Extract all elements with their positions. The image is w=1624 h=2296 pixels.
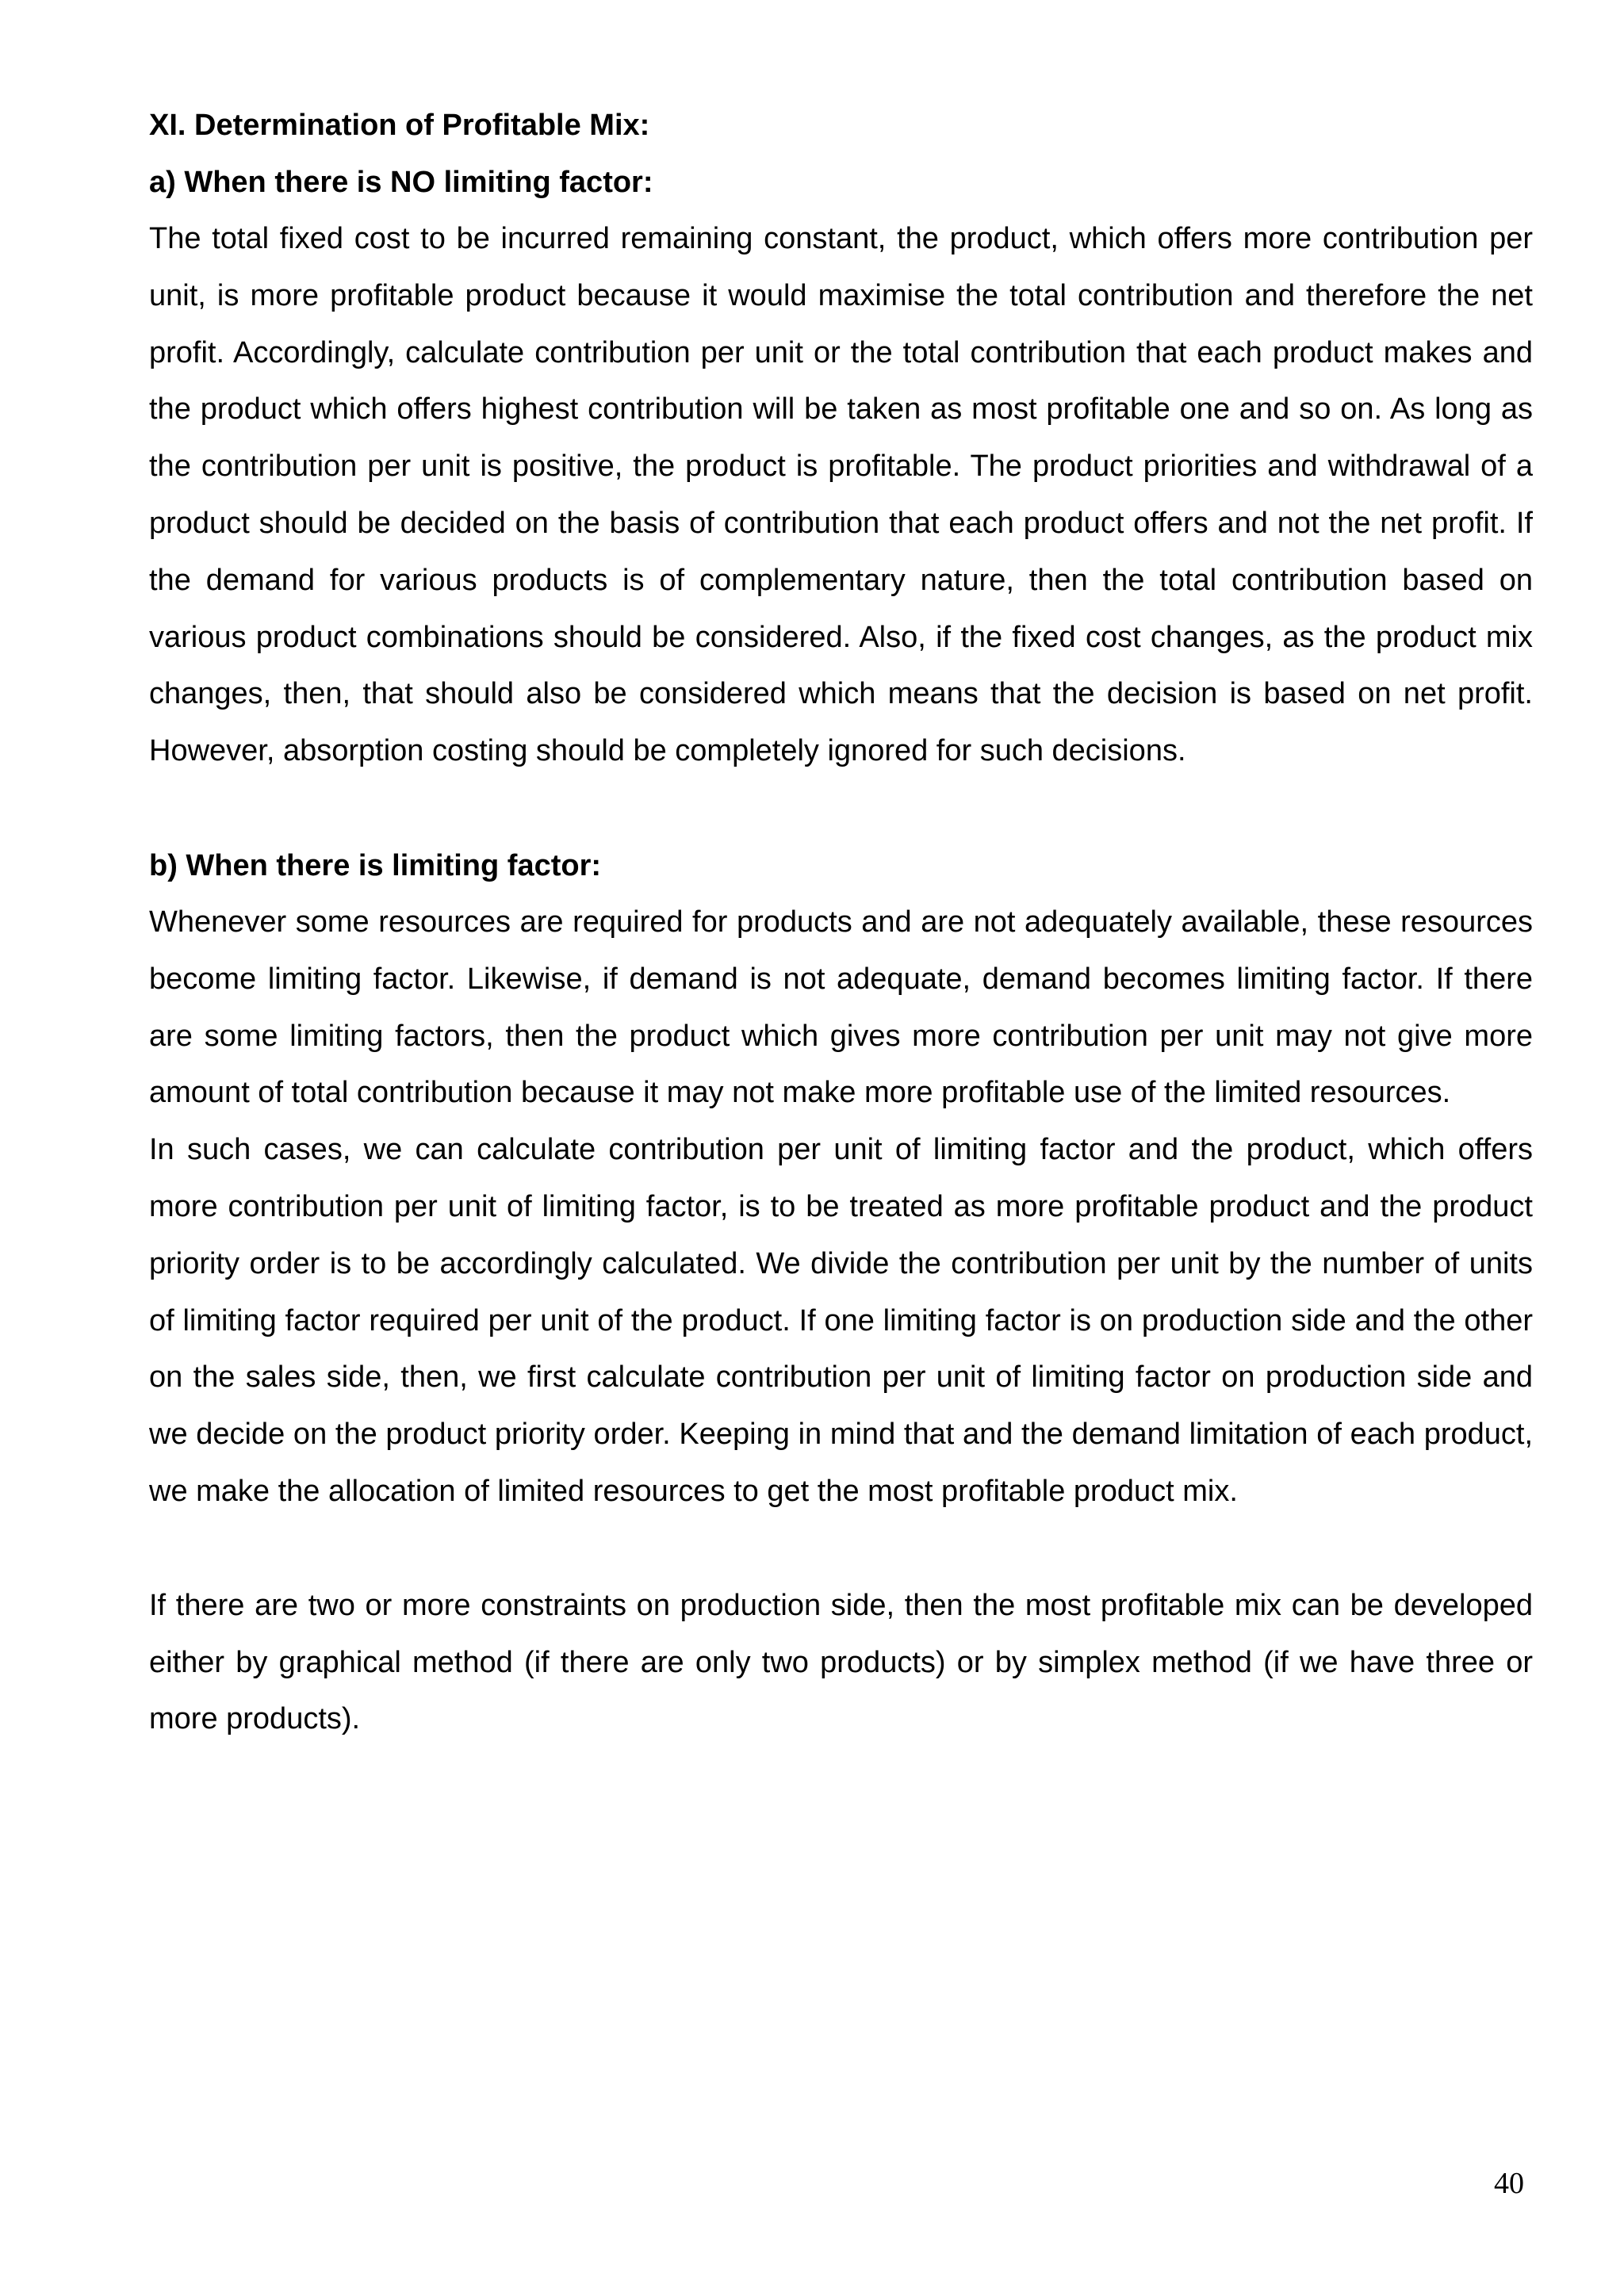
paragraph-spacer [149,1521,1533,1578]
subsection-b-paragraph-2: In such cases, we can calculate contribution per unit of limiting factor and the product, which offers more contribution per unit of limiting factor, is to be treated as more profitable product and the product priority order is to be accordingly calculated. We divide the contribution per unit by the number of units of limiting factor required per unit of the product. If one limiting factor is on production side and the other on the sales side, then, we first calculate contribution per unit of limiting factor on production side and we decide on the product priority order. Keeping in mind that and the demand limitation of each product, we make the allocation of limited resources to get the most profitable product mix. [149,1133,1533,1508]
paragraph-spacer [149,780,1533,837]
subsection-a-heading: a) When there is NO limiting factor: [149,166,653,199]
subsection-b-heading: b) When there is limiting factor: [149,848,602,882]
document-page [149,97,1533,1748]
subsection-a-paragraph: The total fixed cost to be incurred remaining constant, the product, which offers more contribution per unit, is more profitable product because it would maximise the total contribution and therefore the net profit. Accordingly, calculate contribution per unit or the total contribution that each product makes and the product which offers highest contribution will be taken as most profitable one and so on. As long as the contribution per unit is positive, the product is profitable. The product priorities and withdrawal of a product should be decided on the basis of contribution that each product offers and not the net profit. If the demand for various products is of complementary nature, then the total contribution based on various product combinations should be considered. Also, if the fixed cost changes, as the product mix changes, then, that should also be considered which means that the decision is based on net profit. However, absorption costing should be completely ignored for such decisions. [149,222,1533,768]
subsection-b-paragraph-1: Whenever some resources are required for products and are not adequately available, these resources become limiting factor. Likewise, if demand is not adequate, demand becomes limiting factor. If there are some limiting factors, then the product which gives more contribution per unit may not give more amount of total contribution because it may not make more profitable use of the limited resources. [149,905,1533,1110]
section-title: XI. Determination of Profitable Mix: [149,109,650,142]
page-number: 40 [1494,2167,1524,2200]
subsection-b-paragraph-3: If there are two or more constraints on production side, then the most profitable mix can be developed either by graphical method (if there are only two products) or by simplex method (if we have three or more products). [149,1588,1533,1736]
